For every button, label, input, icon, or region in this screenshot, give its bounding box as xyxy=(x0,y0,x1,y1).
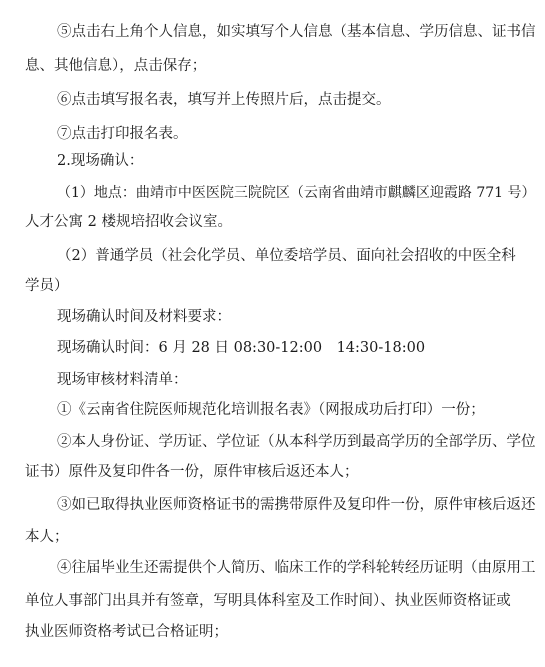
material-item-4-line-2: 单位人事部门出具并有签章，写明具体科室及工作时间）、执业医师资格证或 xyxy=(25,593,511,609)
material-item-2-line-2: 证书）原件及复印件各一份，原件审核后返还本人； xyxy=(25,464,359,480)
material-item-4-line-1: ④往届毕业生还需提供个人简历、临床工作的学科轮转经历证明（由原用工 xyxy=(57,560,536,576)
step-7-line: ⑦点击打印报名表。 xyxy=(57,126,188,142)
step-5-line-2: 息、其他信息），点击保存； xyxy=(25,58,207,74)
regular-trainees-line-2: 学员） xyxy=(25,278,69,294)
material-item-4-line-3: 执业医师资格考试已合格证明； xyxy=(25,624,228,640)
material-item-3-line-1: ③如已取得执业医师资格证书的需携带原件及复印件一份，原件审核后返还 xyxy=(57,497,536,513)
step-5-line-1: ⑤点击右上角个人信息，如实填写个人信息（基本信息、学历信息、证书信 xyxy=(57,24,536,40)
location-line-1: （1）地点：曲靖市中医医院三院院区（云南省曲靖市麒麟区迎霞路 771 号） xyxy=(57,185,536,201)
section-heading-onsite-confirmation: 2.现场确认： xyxy=(57,153,144,169)
confirmation-time-line: 现场确认时间：6 月 28 日 08:30-12:00 14:30-18:00 xyxy=(57,340,426,356)
confirmation-time-heading: 现场确认时间及材料要求： xyxy=(57,309,231,325)
material-item-2-line-1: ②本人身份证、学历证、学位证（从本科学历到最高学历的全部学历、学位 xyxy=(57,434,536,450)
material-item-3-line-2: 本人； xyxy=(25,529,69,545)
materials-list-heading: 现场审核材料清单： xyxy=(57,372,188,388)
regular-trainees-line-1: （2）普通学员（社会化学员、单位委培学员、面向社会招收的中医全科 xyxy=(57,248,516,264)
location-line-2: 人才公寓 2 楼规培招收会议室。 xyxy=(25,214,232,230)
material-item-1: ①《云南省住院医师规范化培训报名表》（网报成功后打印）一份； xyxy=(57,402,485,418)
step-6-line: ⑥点击填写报名表，填写并上传照片后，点击提交。 xyxy=(57,92,391,108)
